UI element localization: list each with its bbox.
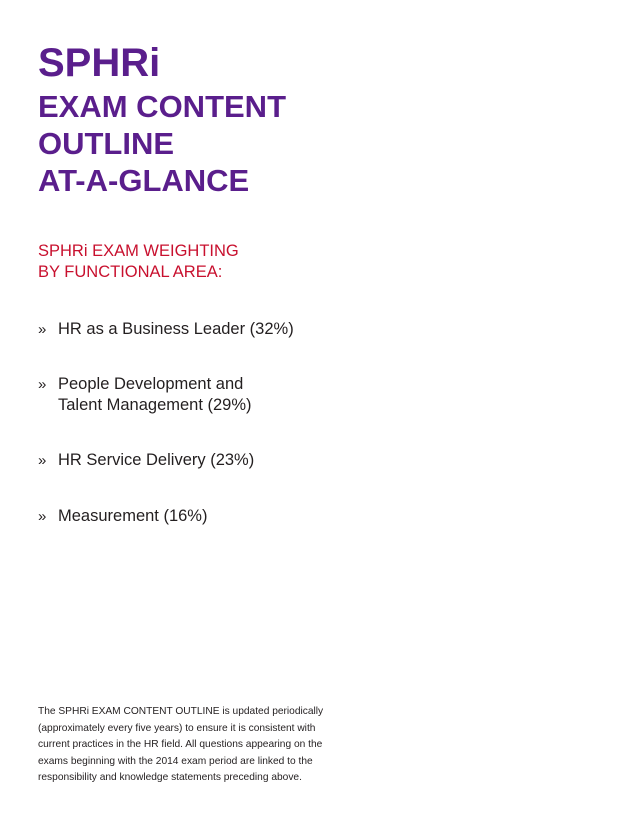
list-item-line: HR as a Business Leader (32%)	[58, 320, 294, 338]
bullet-icon: »	[38, 508, 47, 525]
page-title: SPHRi	[38, 41, 161, 85]
list-item	[38, 319, 598, 340]
list-item-line: Measurement (16%)	[58, 507, 208, 525]
list-item-line: People Development and	[58, 375, 244, 393]
subtitle-line: AT-A-GLANCE	[38, 163, 250, 198]
subtitle-line: OUTLINE	[38, 126, 175, 161]
weighting-heading-line: BY FUNCTIONAL AREA:	[38, 263, 223, 281]
list-item-text	[58, 506, 598, 527]
bullet-icon: »	[38, 376, 47, 393]
weighting-heading-line: SPHRi EXAM WEIGHTING	[38, 242, 239, 260]
subtitle-line: EXAM CONTENT	[38, 89, 286, 124]
list-item-line: HR Service Delivery (23%)	[58, 451, 255, 469]
list-item	[38, 506, 598, 527]
list-item-text	[58, 450, 598, 471]
page-subtitle	[38, 88, 286, 199]
list-item-text	[58, 374, 598, 416]
list-item-line: Talent Management (29%)	[58, 396, 252, 414]
bullet-icon: »	[38, 452, 47, 469]
list-item	[38, 450, 598, 471]
footnote: The SPHRi EXAM CONTENT OUTLINE is updated periodically (approximately every five years) to ensure it is consistent with current practices in the HR field. All questions appearing on the exams beginning with the 2014 exam period are linked to the responsibility and knowledge statements preceding above.	[38, 706, 324, 784]
weighting-heading	[38, 241, 239, 283]
bullet-icon: »	[38, 321, 47, 338]
list-item-text	[58, 319, 598, 340]
list-item	[38, 374, 598, 416]
